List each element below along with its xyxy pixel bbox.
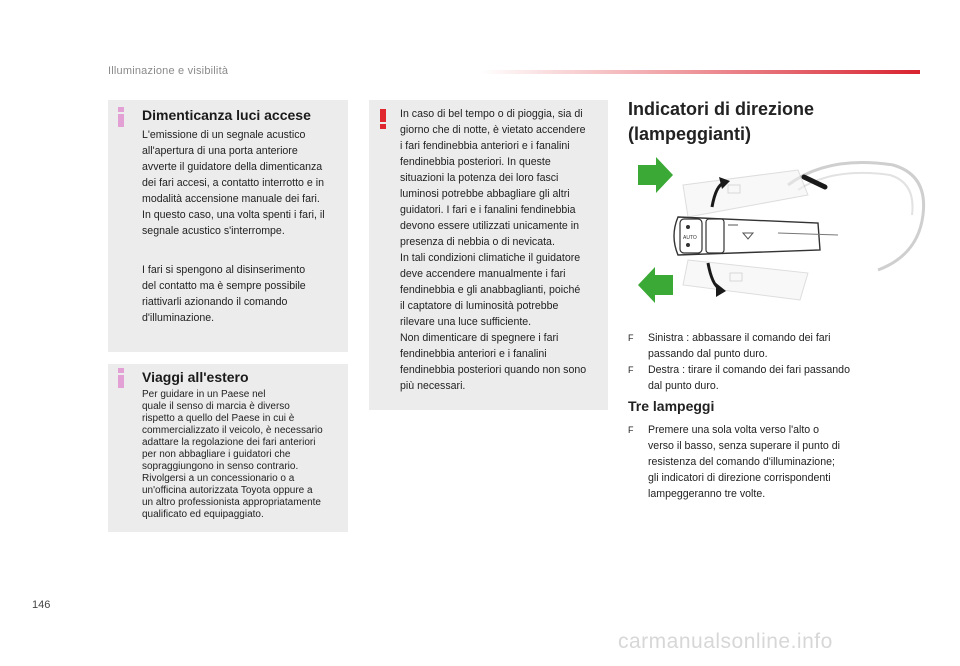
text-line: I fari si spengono al disinserimento [142, 264, 306, 276]
text-line: riattivarli azionando il comando [142, 296, 288, 308]
light-stalk-illustration [628, 155, 928, 315]
text-line: fendinebbia posteriori. In queste [400, 156, 551, 168]
text-line: Non dimenticare di spegnere i fari [400, 332, 559, 344]
text-line: Destra : tirare il comando dei fari passando [648, 364, 850, 376]
text-line: Premere una sola volta verso l'alto o [648, 424, 820, 436]
text-line: più necessari. [400, 380, 466, 392]
light-stalk-icon [674, 217, 838, 255]
list-item [628, 330, 928, 362]
text-line: adattare la regolazione dei fari anteriori [142, 437, 316, 448]
watermark: carmanualsonline.info [618, 630, 833, 653]
text-line: Sinistra : abbassare il comando dei fari [648, 332, 831, 344]
text-line: verso il basso, senza superare il punto di [648, 440, 840, 452]
light-stalk-down-ghost [683, 260, 808, 300]
text-line: un'officina autorizzata Toyota oppure a [142, 485, 313, 496]
light-stalk-up-ghost [683, 170, 808, 217]
steering-wheel-icon [788, 163, 924, 271]
text-line: rilevare una luce sufficiente. [400, 316, 532, 328]
text-line: un altro professionista appropriatamente [142, 497, 321, 508]
box-heading-forgotten-lights: Dimenticanza luci accese [142, 107, 311, 123]
text-line: situazioni la potenza dei loro fasci [400, 172, 559, 184]
text-line: all'apertura di una porta anteriore [142, 145, 298, 157]
text-line: In caso di bel tempo o di pioggia, sia di [400, 108, 583, 120]
info-icon [118, 107, 124, 127]
bullet-mark: F [628, 333, 634, 343]
header-accent-bar [480, 70, 920, 74]
box-heading-travel-abroad: Viaggi all'estero [142, 369, 249, 385]
text-line: del contatto ma è sempre possibile [142, 280, 306, 292]
text-line: giorno che di notte, è vietato accendere [400, 124, 586, 136]
text-line: gli indicatori di direzione corrispondenti [648, 472, 831, 484]
text-line: presenza di nebbia o di nevicata. [400, 236, 555, 248]
list-item [628, 362, 928, 394]
text-line: qualificato ed equipaggiato. [142, 509, 264, 520]
text-line: passando dal punto duro. [648, 348, 768, 360]
bullet-mark: F [628, 365, 634, 375]
paragraph-travel-abroad [142, 389, 346, 521]
page-number: 146 [32, 599, 51, 611]
section-title: Illuminazione e visibilità [108, 65, 229, 77]
text-line: deve accendere manualmente i fari [400, 268, 566, 280]
text-line: dei fari accesi, a contatto interrotto e in [142, 177, 324, 189]
text-line: modalità accensione manuale dei fari. [142, 193, 320, 205]
text-line: per non abbagliare i guidatori che [142, 449, 291, 460]
text-line: d'illuminazione. [142, 312, 215, 324]
direction-indicator-instructions [628, 330, 928, 394]
text-line: devono essere utilizzati unicamente in [400, 220, 580, 232]
text-line: rispetto a quello del Paese in cui è [142, 413, 295, 424]
text-line: fendinebbia posteriori quando non sono [400, 364, 587, 376]
heading-line: (lampeggianti) [628, 124, 752, 144]
text-line: fendinebbia anteriori e i fanalini [400, 348, 547, 360]
text-line: segnale acustico s'interrompe. [142, 225, 285, 237]
text-line: fendinebbia e gli anabbaglianti, poiché [400, 284, 581, 296]
heading-line: Indicatori di direzione [628, 99, 815, 119]
auto-label: AUTO [683, 235, 697, 241]
text-line: il captatore di luminosità potrebbe [400, 300, 559, 312]
text-line: In tali condizioni climatiche il guidatore [400, 252, 581, 264]
text-line: dal punto duro. [648, 380, 719, 392]
paragraph-fog-lights-warning [400, 106, 606, 394]
info-icon [118, 368, 124, 388]
text-line: i fari fendinebbia anteriori e i fanalini [400, 140, 570, 152]
warning-icon [380, 109, 386, 129]
section-heading-three-flashes: Tre lampeggi [628, 398, 715, 414]
text-line: guidatori. I fari e i fanalini fendinebbia [400, 204, 576, 216]
text-line: In questo caso, una volta spenti i fari, il [142, 209, 325, 221]
text-line: commercializzato il veicolo, è necessario [142, 425, 323, 436]
paragraph-forgotten-lights-1 [142, 127, 342, 239]
arrow-right-icon [638, 157, 673, 193]
text-line: lampeggeranno tre volte. [648, 488, 766, 500]
text-line: avverte il guidatore della dimenticanza [142, 161, 323, 173]
text-line: Rivolgersi a un concessionario o a [142, 473, 295, 484]
three-flashes-instructions [628, 422, 928, 502]
section-heading-direction-indicators [628, 97, 928, 147]
text-line: sopraggiungono in senso contrario. [142, 461, 299, 472]
arrow-left-icon [638, 267, 673, 303]
text-line: Per guidare in un Paese nel [142, 389, 266, 400]
text-line: resistenza del comando d'illuminazione; [648, 456, 835, 468]
list-item [628, 422, 928, 502]
text-line: L'emissione di un segnale acustico [142, 129, 306, 141]
bullet-mark: F [628, 425, 634, 435]
paragraph-forgotten-lights-2 [142, 262, 342, 326]
text-line: quale il senso di marcia è diverso [142, 401, 290, 412]
text-line: luminosi potrebbe abbagliare gli altri [400, 188, 570, 200]
